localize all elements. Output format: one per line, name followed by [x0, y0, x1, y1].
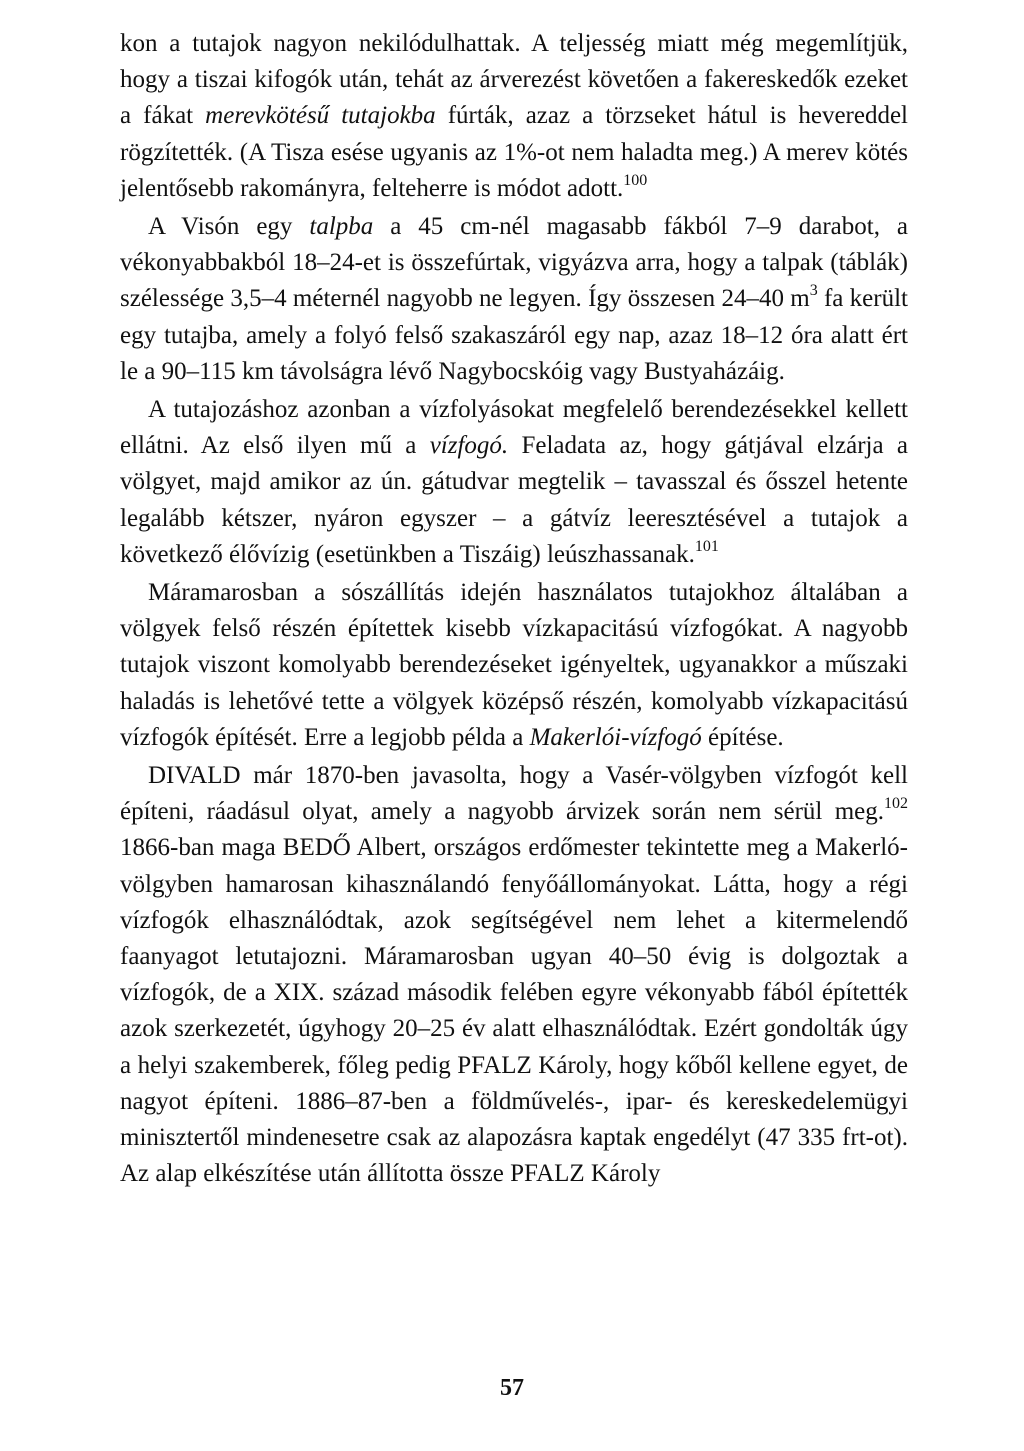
text-span: építése.	[701, 723, 784, 751]
superscript-3: 3	[809, 282, 818, 300]
text-span: a 45 cm-nél magasabb fákból 7–9 darabot, a vékonyabbakból 18–24-et is összefúrtak, vigyázva arra, hogy a talpak (táblák) szélessége 3,5–4 méternél nagyobb ne legyen. Így összesen 24–40 m	[120, 213, 908, 313]
paragraph-5	[120, 758, 908, 1192]
footnote-ref-100: 100	[623, 171, 648, 189]
paragraph-4	[120, 575, 908, 756]
paragraph-2	[120, 209, 908, 390]
text-span: DIVALD már 1870-ben javasolta, hogy a Vasér-völgyben vízfogót kell építeni, ráadásul olyat, amely a nagyobb árvizek során nem sérül meg.	[120, 762, 908, 826]
text-span: 1866-ban maga BEDŐ Albert, országos erdőmester tekintette meg a Makerló-völgyben hamarosan kihasználandó fenyőállományokat. Látta, hogy a régi vízfogók elhasználódtak, azok segítségével nem lehet a kitermelendő faanyagot letutajozni. Máramarosban ugyan 40–50 évig is dolgoztak a vízfogók, de a XIX. század második felében egyre vékonyabb fából építették azok szerkezetét, úgyhogy 20–25 év alatt elhasználódtak. Ezért gondolták úgy a helyi szakemberek, főleg pedig PFALZ Károly, hogy kőből kellene egyet, de nagyot építeni. 1886–87-ben a földművelés-, ipar- és kereskedelemügyi minisztertől mindenesetre csak az alapozásra kaptak engedélyt (47 335 frt-ot). Az alap elkészítése után állította össze PFALZ Károly	[120, 834, 908, 1188]
text-span: Máramarosban a sószállítás idején használatos tutajokhoz általában a völgyek felső részén építettek kisebb vízkapacitású vízfogókat. A nagyobb tutajok viszont komolyabb berendezéseket igényeltek, ugyanakkor a műszaki haladás is lehetővé tette a völgyek középső részén, komolyabb vízkapacitású vízfogók építését. Erre a legjobb példa a	[120, 579, 908, 751]
footnote-ref-102: 102	[884, 795, 908, 813]
italic-term: merevkötésű tutajokba	[205, 102, 436, 130]
text-span: Feladata az, hogy gátjával elzárja a völgyet, majd amikor az ún. gátudvar megtelik – tavasszal és ősszel hetente legalább kétszer, nyáron egyszer – a gátvíz leeresztésével a tutajok a következő élővízig (esetünkben a Tiszáig) leúszhassanak.	[120, 432, 908, 568]
page-body	[120, 26, 908, 1193]
italic-term: Makerlói-vízfogó	[529, 723, 702, 751]
page-number: 57	[500, 1375, 524, 1401]
text-span: fa került egy tutajba, amely a folyó felső szakaszáról egy nap, azaz 18–12 óra alatt ért le a 90–115 km távolságra lévő Nagybocskóig vagy Bustyaházáig.	[120, 285, 908, 385]
paragraph-1	[120, 26, 908, 207]
text-span: A Visón egy	[148, 213, 310, 241]
paragraph-3	[120, 392, 908, 573]
text-span: A tutajozáshoz azonban a vízfolyásokat megfelelő berendezésekkel kellett ellátni. Az első ilyen mű a	[120, 396, 908, 460]
text-span: kon a tutajok nagyon nekilódulhattak. A teljesség miatt még megemlítjük, hogy a tiszai kifogók után, tehát az árverezést követően a fakereskedők ezeket a fákat	[120, 30, 908, 130]
italic-term: talpba	[309, 213, 374, 241]
italic-term: vízfogó.	[429, 432, 509, 460]
text-span: fúrták, azaz a törzseket hátul is hevereddel rögzítették. (A Tisza esése ugyanis az 1%-ot nem haladta meg.) A merev kötés jelentősebb rakományra, felteherre is módot adott.	[120, 102, 908, 202]
footnote-ref-101: 101	[694, 537, 719, 555]
